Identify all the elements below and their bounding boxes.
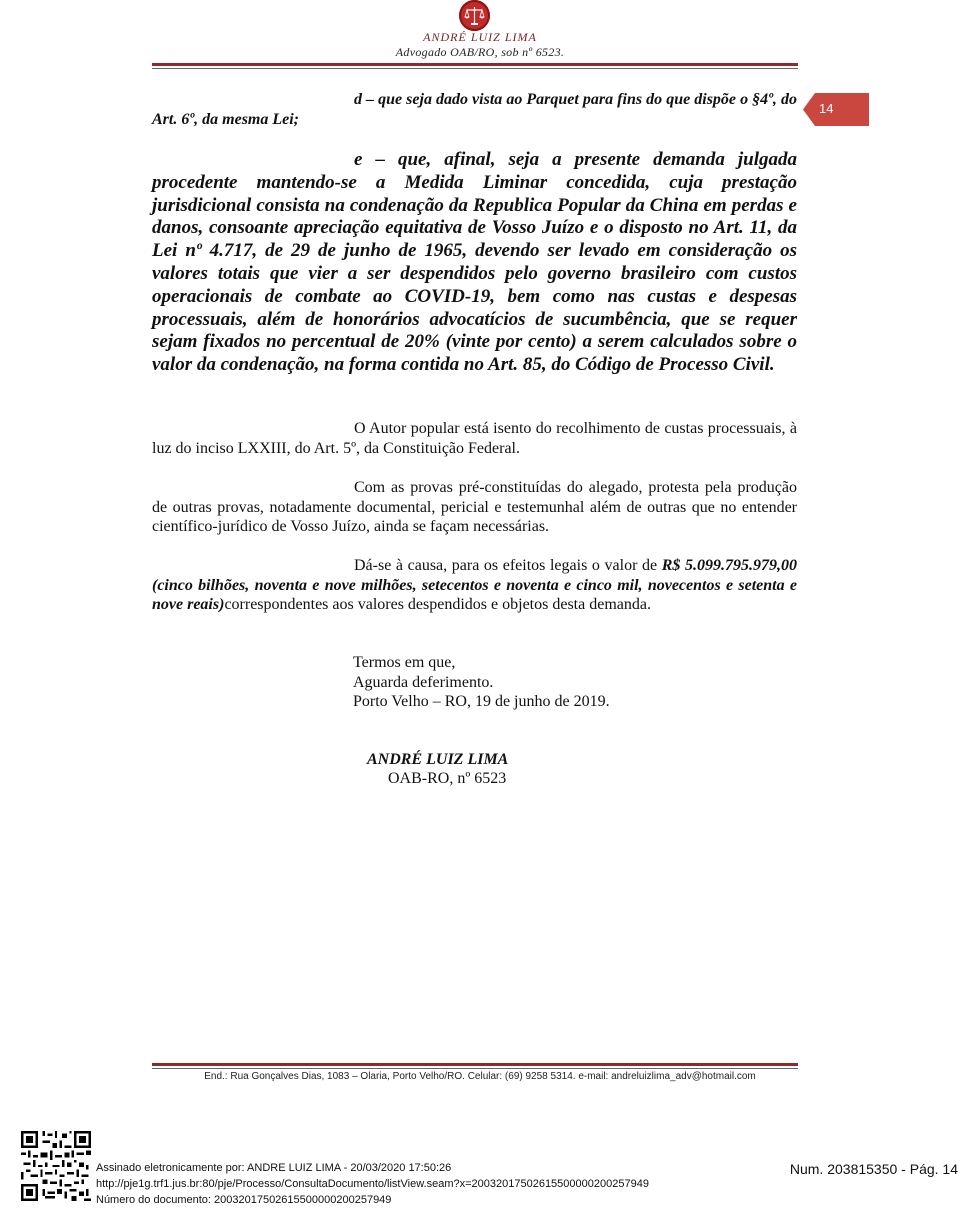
signature-name: ANDRÉ LUIZ LIMA: [367, 751, 509, 768]
paragraph-e: e – que, afinal, seja a presente demanda julgada procedente mantendo-se a Medida Liminar concedida, cuja prestação jurisdicional consista na condenação da Republica Popular da China em perdas e danos, consoante apreciação equitativa de Vosso Juízo e o disposto no Art. 11, da Lei nº 4.717, de 29 de junho de 1965, devendo ser levado em consideração os valores totais que vier a ser despendidos pelo governo brasileiro com custos operacionais de combate ao COVID-19, bem como nas custas e despesas processuais, além de honorários advocatícios de sucumbência, que se requer sejam fixados no percentual de 20% (vinte por cento) a serem calculados sobre o valor da condenação, na forma contida no Art. 85, do Código de Processo Civil.: [152, 149, 797, 376]
esign-url[interactable]: http://pje1g.trf1.jus.br:80/pje/Processo/ConsultaDocumento/listView.seam?x=20032017502615500000200257949: [96, 1178, 649, 1190]
header-subtitle: Advogado OAB/RO, sob nº 6523.: [395, 45, 565, 59]
causa-intro: Dá-se à causa, para os efeitos legais o valor de: [354, 557, 662, 574]
paragraph-autor: O Autor popular está isento do recolhimento de custas processuais, à luz do inciso LXXIII, do Art. 5º, da Constituição Federal.: [152, 420, 797, 457]
closing-line-1: Termos em que,: [353, 654, 456, 671]
paragraph-d: d – que seja dado vista ao Parquet para fins do que dispõe o §4º, do Art. 6º, da mesma Lei;: [152, 91, 797, 128]
page-tag-label: 14: [819, 101, 834, 116]
closing-line-2: Aguarda deferimento.: [353, 673, 494, 691]
esign-doc-number: Número do documento: 20032017502615500000200257949: [96, 1194, 392, 1206]
paragraph-causa: [152, 556, 797, 615]
closing-block: [353, 653, 610, 712]
electronic-signature-info: [96, 1160, 649, 1208]
causa-tail: correspondentes aos valores despendidos e objetos desta demanda.: [224, 596, 651, 613]
causa-value: R$ 5.099.795.979,00 (cinco bilhões, noventa e nove milhões, setecentos e noventa e cinco mil, novecentos e setenta e nove reais): [152, 557, 797, 613]
document-page-reference: Num. 203815350 - Pág. 14: [789, 1161, 958, 1177]
esign-signed-by: Assinado eletronicamente por: ANDRE LUIZ LIMA - 20/03/2020 17:50:26: [96, 1162, 452, 1174]
footer-address: End.: Rua Gonçalves Dias, 1083 – Olaria, Porto Velho/RO. Celular: (69) 9258 5314. e-mail: andreluizlima_adv@hotmail.com: [204, 1071, 756, 1082]
scales-of-justice-logo-icon: [459, 0, 490, 31]
page-tag-arrow-icon: [803, 93, 869, 126]
qr-code-icon: [21, 1131, 91, 1201]
header-divider: [152, 63, 798, 69]
closing-line-3: Porto Velho – RO, 19 de junho de 2019.: [353, 693, 610, 710]
signature-oab: OAB-RO, nº 6523: [388, 770, 507, 787]
footer-divider: [152, 1063, 798, 1069]
page-number-tag: [803, 93, 869, 126]
header-lawyer-name: ANDRÉ LUIZ LIMA: [423, 30, 537, 44]
paragraph-provas: Com as provas pré-constituídas do alegado, protesta pela produção de outras provas, notadamente documental, pericial e testemunhal além de outras que no entender científico-jurídico de Vosso Juízo, ainda se façam necessárias.: [152, 479, 797, 535]
